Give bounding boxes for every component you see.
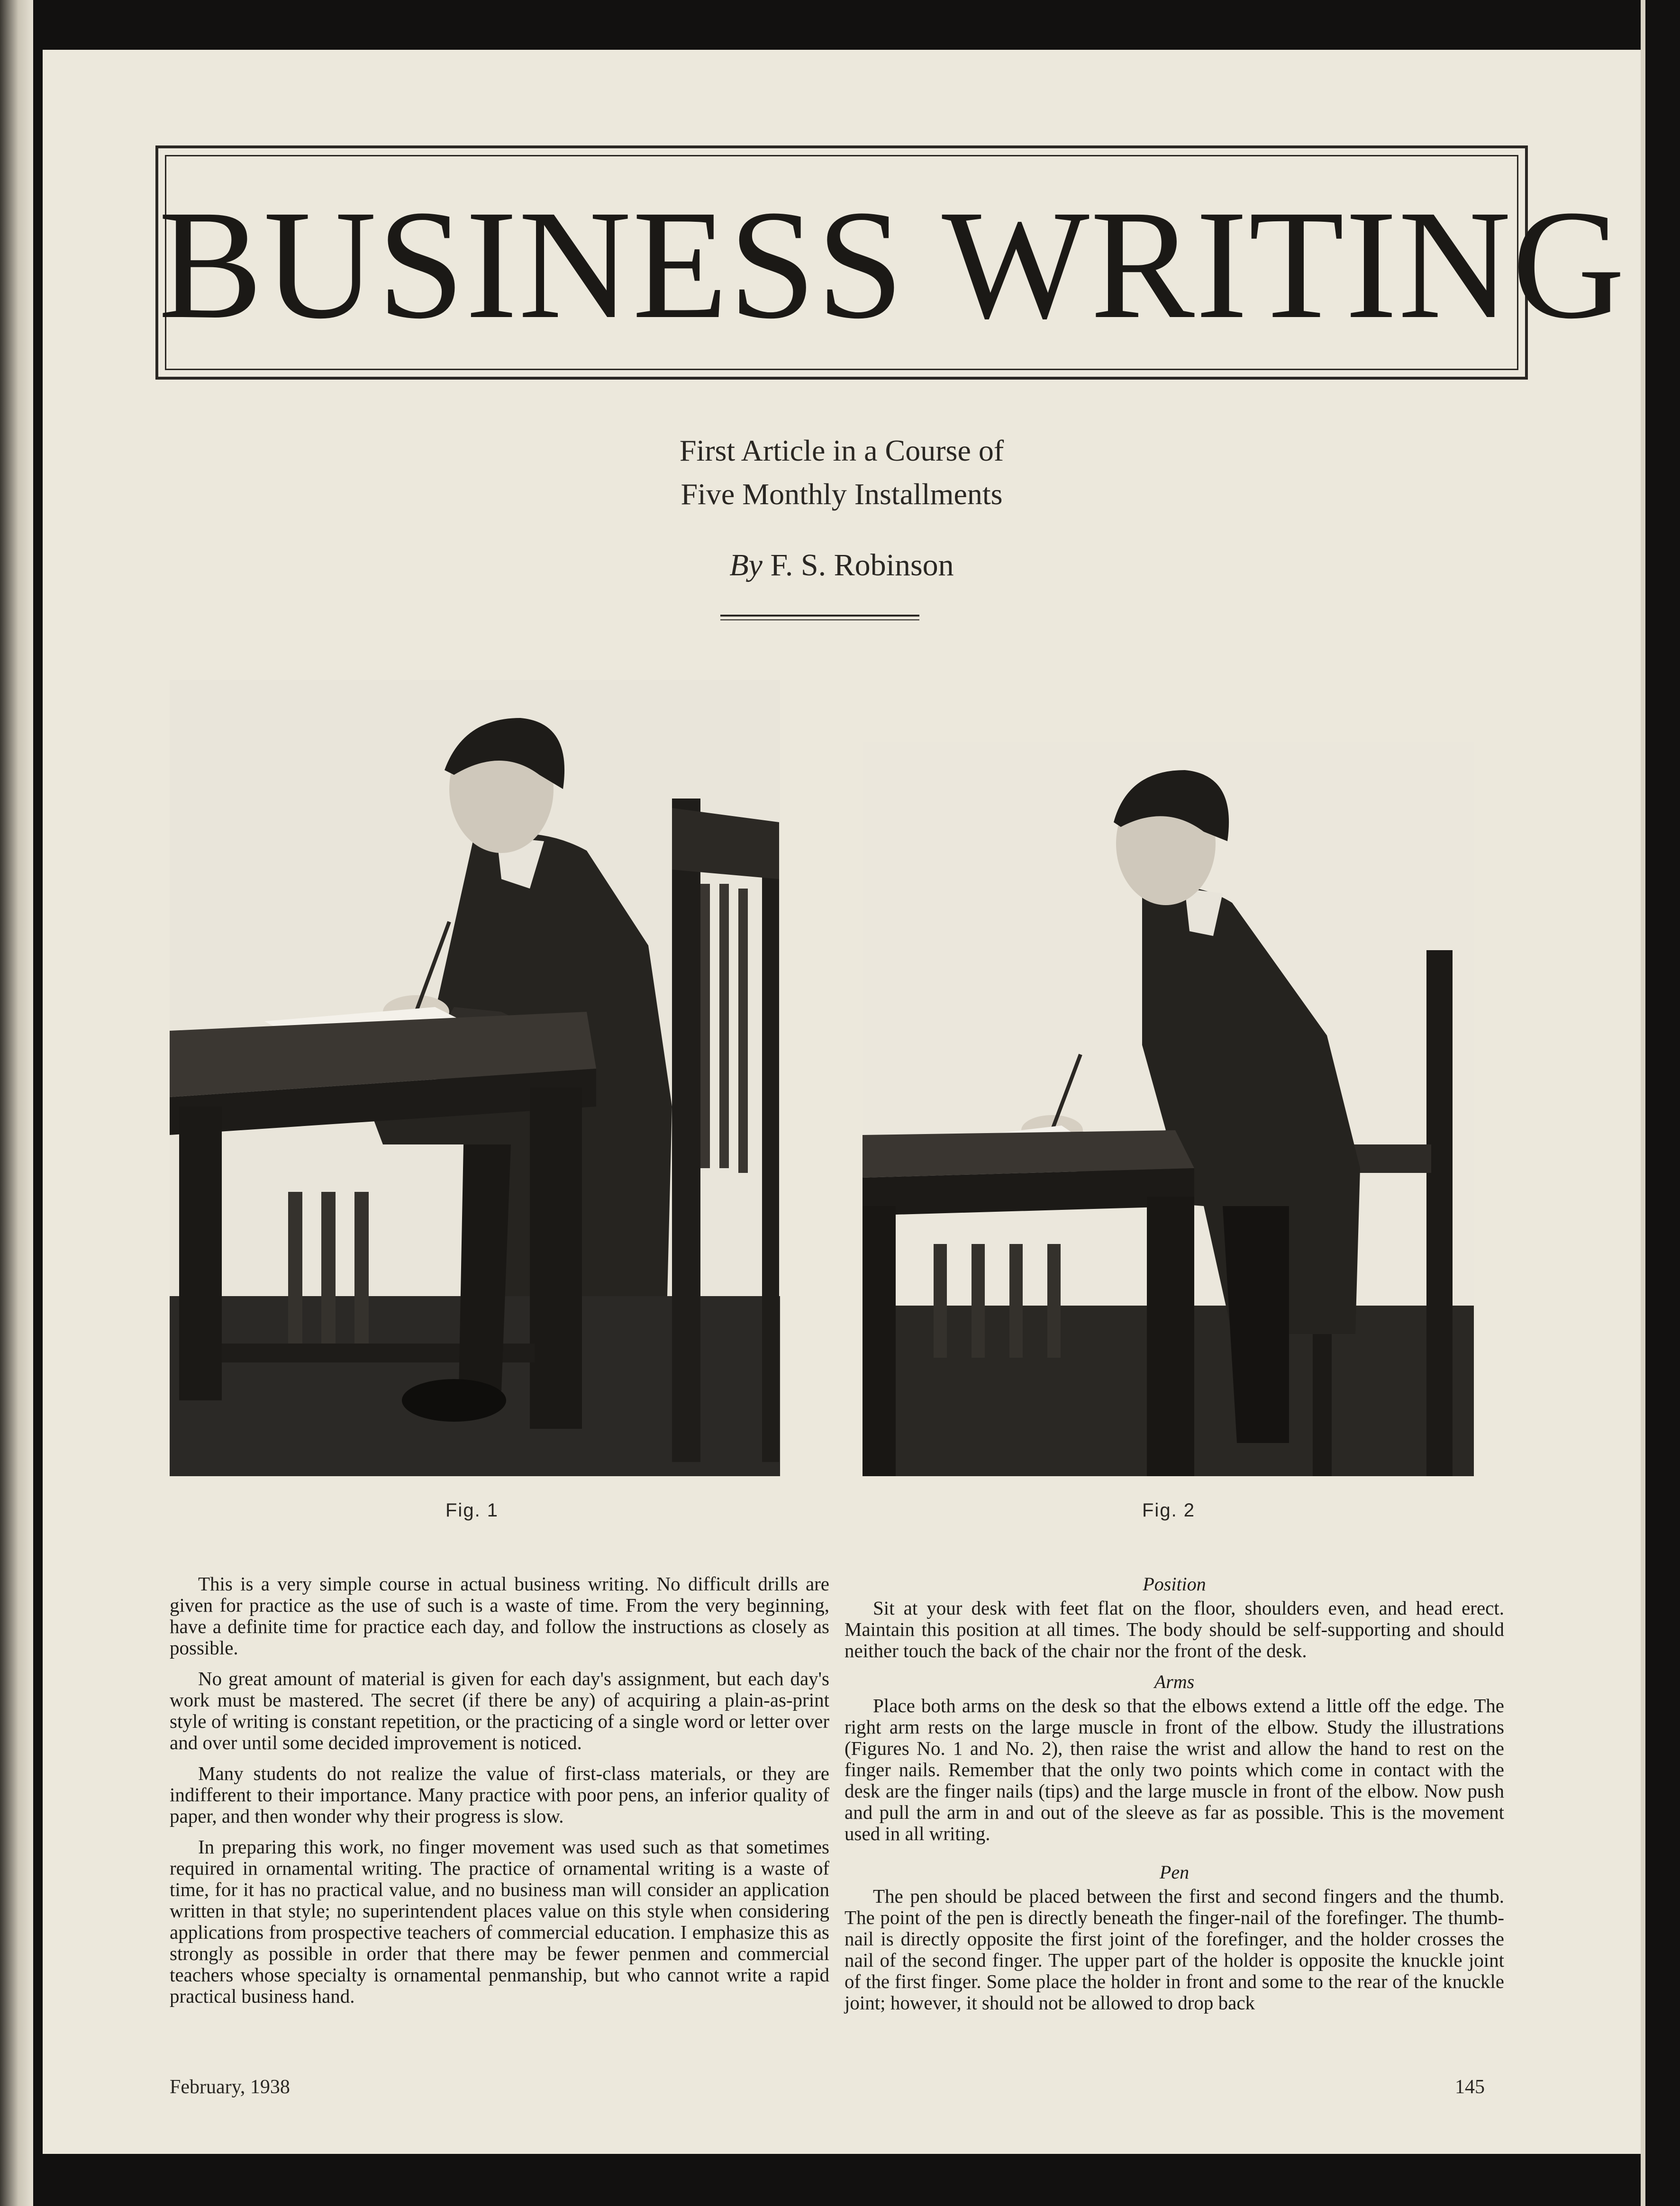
figure-2-caption: Fig. 2 xyxy=(1142,1500,1196,1521)
left-page-edge xyxy=(0,0,33,2206)
right-page-edge xyxy=(1641,0,1645,2206)
subtitle-line-2: Five Monthly Installments xyxy=(681,477,1003,511)
divider-rule xyxy=(720,615,919,620)
right-text-column xyxy=(845,1573,1504,2023)
subtitle xyxy=(43,429,1641,516)
figure-2-photo xyxy=(863,742,1474,1476)
title-frame xyxy=(155,145,1626,380)
figure-1-caption: Fig. 1 xyxy=(445,1500,499,1521)
figure-1-illustration xyxy=(170,680,780,1476)
page-title: BUSINESS WRITING xyxy=(158,178,1626,351)
page-number: 145 xyxy=(1455,2076,1485,2098)
paragraph: This is a very simple course in actual business writing. No difficult drills are given for practice as the use of such is a waste of time. From the very beginning, have a definite time for practice each day, and follow the instructions as closely as possible. xyxy=(170,1573,829,1659)
byline xyxy=(43,547,1641,583)
paragraph-pen: The pen should be placed between the first and second fingers and the thumb. The point of the pen is directly beneath the finger-nail of the forefinger. The thumb-nail is directly opposite the first joint of the forefinger, and the holder crosses the nail of the second finger. The upper part of the holder is opposite the knuckle joint of the first finger. Some place the holder in front and some to the rear of the knuckle joint; however, it should not be allowed to drop back xyxy=(845,1885,1504,2014)
paragraph-position: Sit at your desk with feet flat on the floor, shoulders even, and head erect. Maintain this position at all times. The body should be self-supporting and should neither touch the back of the chair nor the front of the desk. xyxy=(845,1597,1504,1661)
section-heading-position: Position xyxy=(1143,1573,1206,1595)
paragraph: Many students do not realize the value of first-class materials, or they are indifferent to their importance. Many practice with poor pens, an inferior quality of paper, and then wonder why their progress is slow. xyxy=(170,1762,829,1827)
byline-prefix: By xyxy=(729,548,763,582)
section-heading-pen: Pen xyxy=(1159,1861,1190,1883)
figure-2-illustration xyxy=(863,742,1474,1476)
magazine-page xyxy=(43,50,1641,2154)
subtitle-line-1: First Article in a Course of xyxy=(679,434,1004,467)
paragraph: In preparing this work, no finger movement was used such as that sometimes required in ornamental writing. The practice of ornamental writing is a waste of time, for it has no practical value, and no business man will consider an application written in that style; no superintendent places value on this style when considering applications from prospective teachers of commercial education. I emphasize this as strongly as possible in order that there may be fewer penmen and commercial teachers whose specialty is ornamental penmanship, but who cannot write a rapid practical business hand. xyxy=(170,1836,829,2007)
footer-date: February, 1938 xyxy=(170,2076,290,2098)
byline-author: F. S. Robinson xyxy=(770,548,954,582)
left-text-column xyxy=(170,1573,829,2016)
paragraph: No great amount of material is given for each day's assignment, but each day's work must be mastered. The secret (if there be any) of acquiring a plain-as-print style of writing is constant repetition, or the practicing of a single word or letter over and over until some decided improvement is noticed. xyxy=(170,1668,829,1753)
paragraph-arms: Place both arms on the desk so that the elbows extend a little off the edge. The right arm rests on the large muscle in front of the elbow. Study the illustrations (Figures No. 1 and No. 2), then raise the wrist and allow the hand to rest on the finger nails. Remember that the only two points which come in contact with the desk are the finger nails (tips) and the large muscle in front of the elbow. Now push and pull the arm in and out of the sleeve as far as possible. This is the movement used in all writing. xyxy=(845,1695,1504,1844)
figure-1-photo xyxy=(170,680,780,1476)
section-heading-arms: Arms xyxy=(1154,1671,1195,1692)
